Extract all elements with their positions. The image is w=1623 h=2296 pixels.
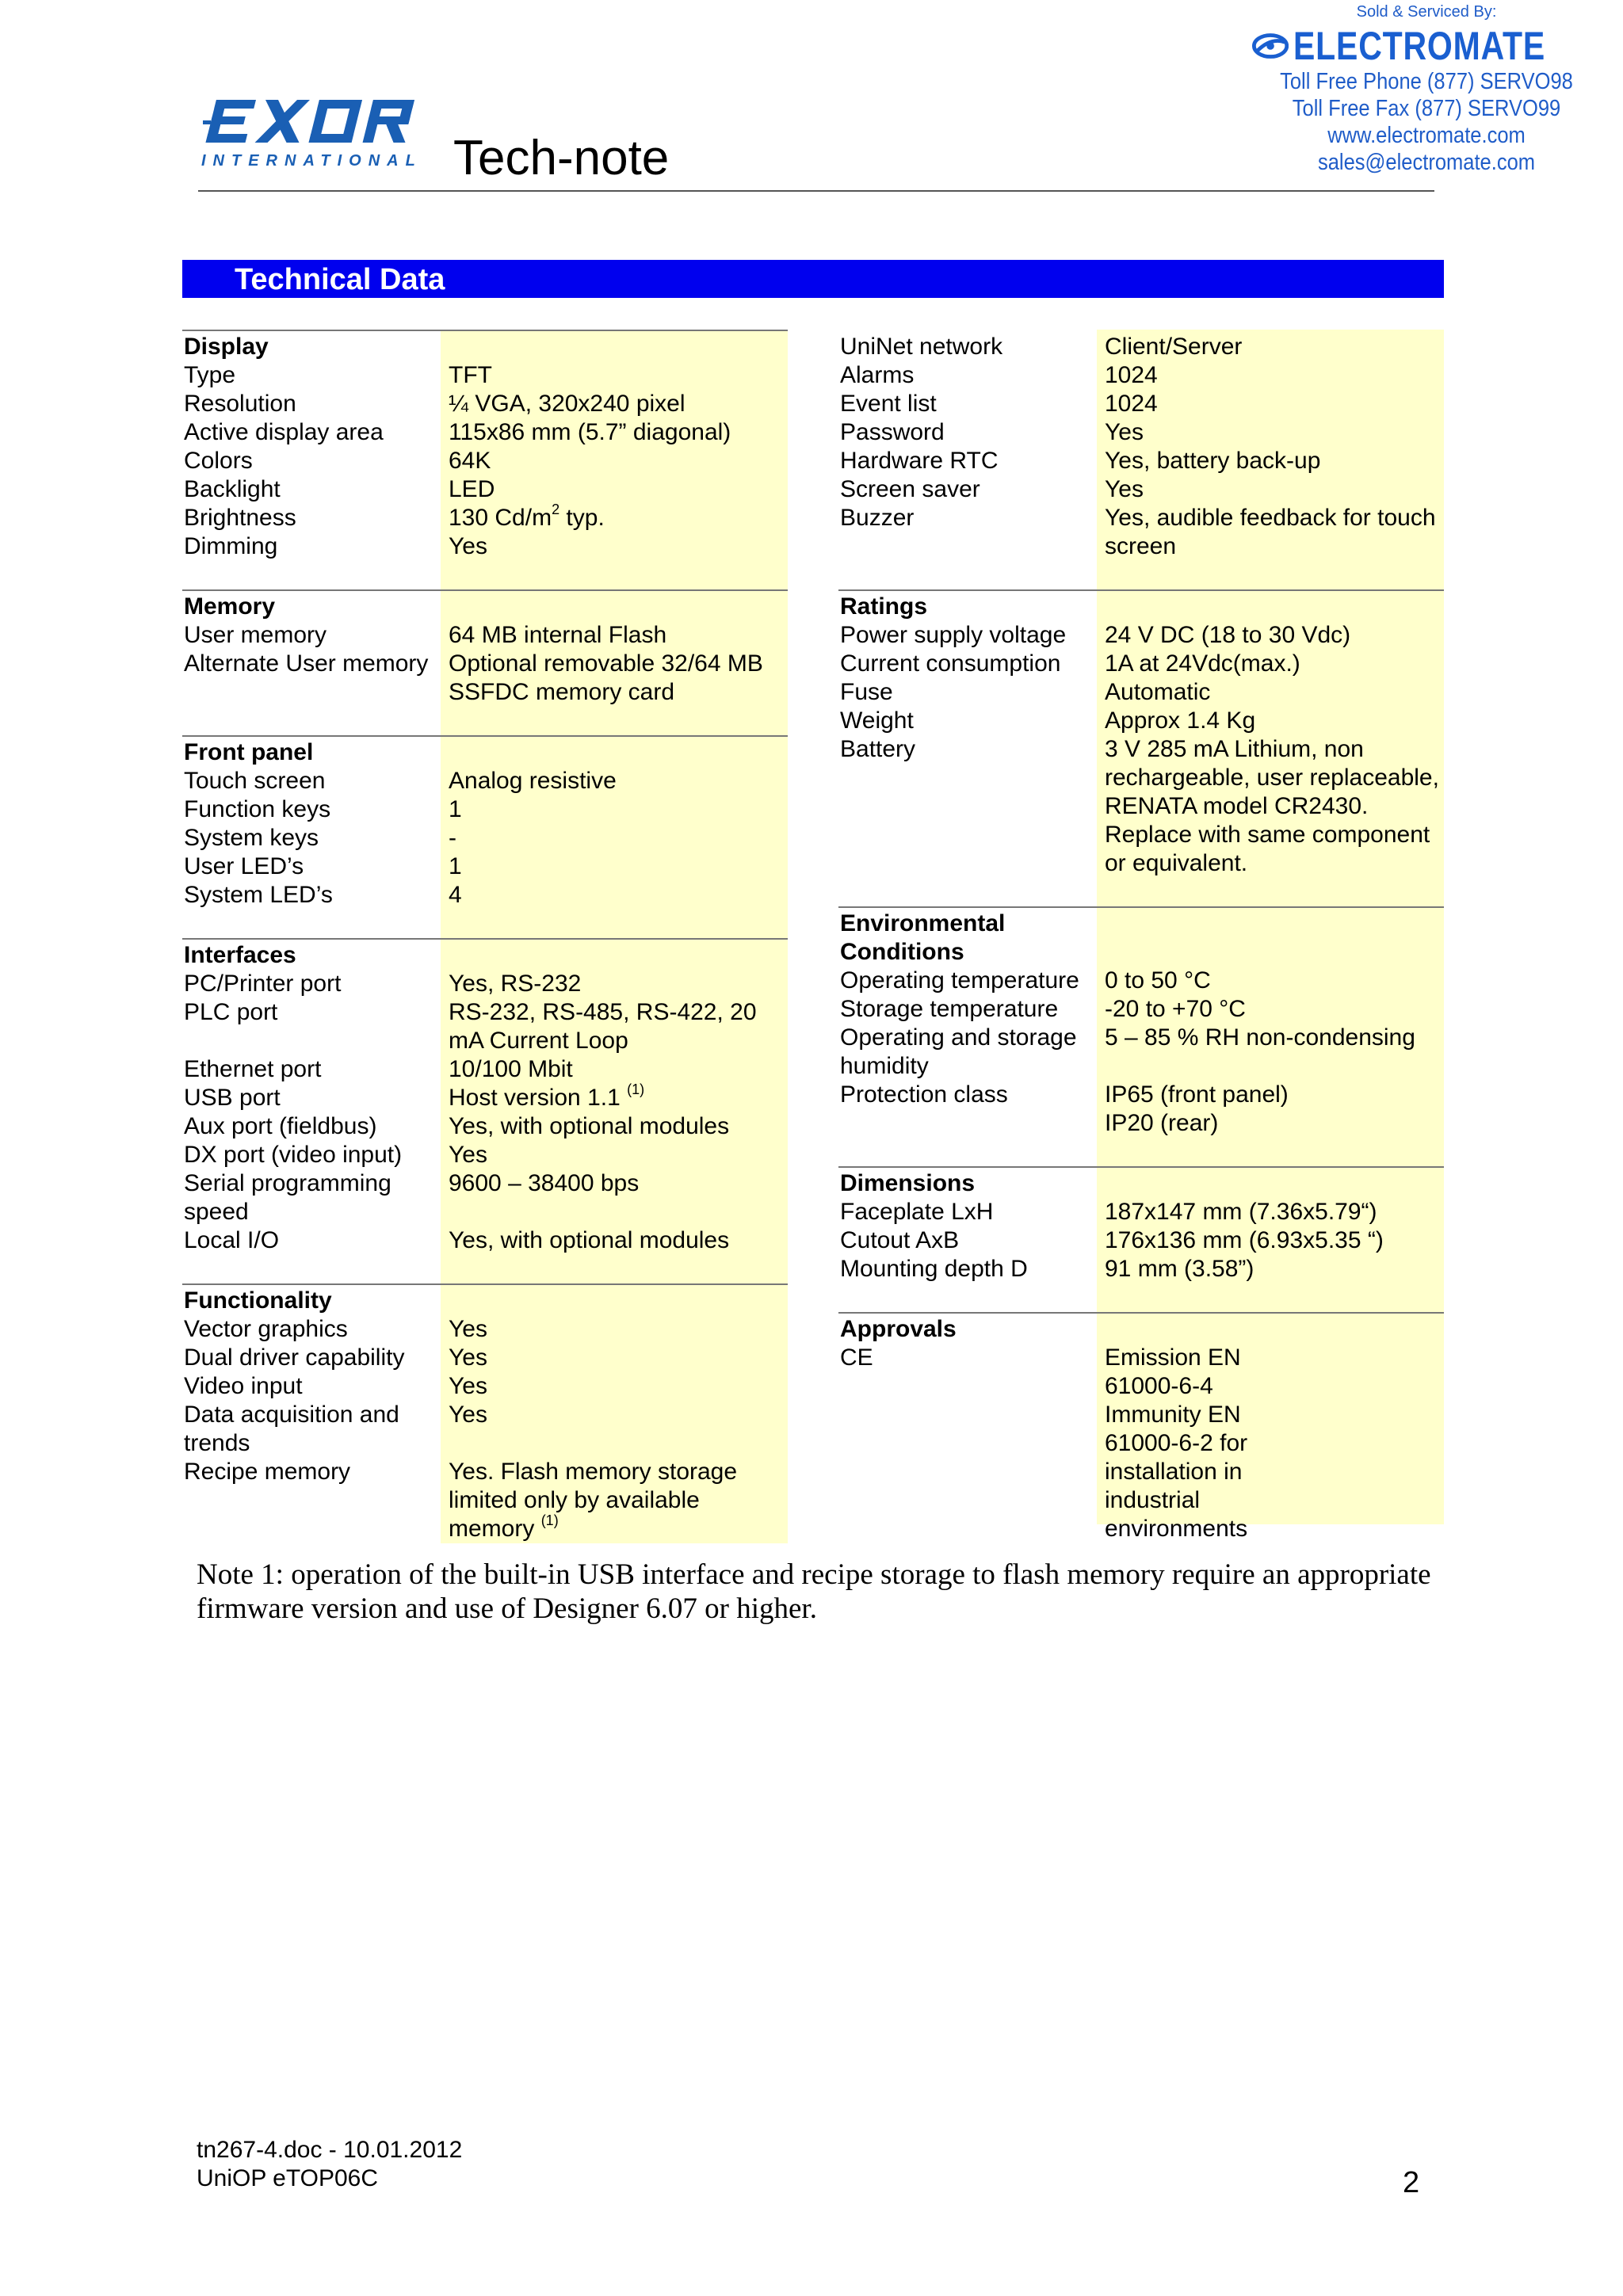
spec-key: Video input <box>184 1373 303 1399</box>
section-network <box>838 330 1444 589</box>
superscript: 2 <box>552 502 560 517</box>
spec-value: 1024 <box>1105 391 1158 417</box>
spec-row <box>838 1226 1444 1255</box>
spec-row <box>838 1024 1444 1081</box>
spec-key: Dimming <box>184 533 278 559</box>
spec-value-text: Yes. Flash memory storage limited only by available memory <box>449 1459 738 1542</box>
spec-row <box>182 1344 788 1372</box>
spec-row <box>182 532 788 561</box>
spec-key: Power supply voltage <box>840 622 1067 648</box>
spec-key: Mounting depth D <box>840 1256 1028 1282</box>
spec-key: Recipe memory <box>184 1459 351 1485</box>
spec-value: Yes, audible feedback for touch screen <box>1105 505 1436 559</box>
page-footer <box>197 2136 462 2193</box>
section-functionality <box>182 1283 788 1543</box>
spec-value: 4 <box>449 882 462 908</box>
dealer-brand <box>1252 24 1601 68</box>
spec-key: Operating temperature <box>840 967 1079 994</box>
footer-product: UniOP eTOP06C <box>197 2165 378 2191</box>
spec-value-text: 130 Cd/m <box>449 505 552 531</box>
spec-value: 5 – 85 % RH non-condensing <box>1105 1024 1415 1051</box>
spec-value: 24 V DC (18 to 30 Vdc) <box>1105 622 1351 648</box>
spec-key: Data acquisition and trends <box>184 1402 399 1456</box>
spec-value: 91 mm (3.58”) <box>1105 1256 1254 1282</box>
spec-row <box>182 504 788 532</box>
spec-value: Yes <box>1105 419 1144 445</box>
spec-key: CE <box>840 1344 873 1371</box>
spec-key: User memory <box>184 622 327 648</box>
spec-row <box>838 678 1444 707</box>
spec-row <box>182 998 788 1055</box>
spec-value: Client/Server <box>1105 334 1243 360</box>
section-front-panel <box>182 735 788 938</box>
spec-value: Yes <box>449 1142 487 1168</box>
spec-key: Active display area <box>184 419 384 445</box>
spec-key: Vector graphics <box>184 1316 348 1342</box>
spec-row <box>182 1458 788 1543</box>
spec-value: -20 to +70 °C <box>1105 996 1246 1022</box>
spec-value: 1024 <box>1105 362 1158 388</box>
spec-row <box>182 1141 788 1169</box>
spec-row <box>838 1255 1444 1283</box>
spec-row <box>182 390 788 418</box>
dealer-email[interactable]: sales@electromate.com <box>1317 150 1536 175</box>
spec-key: Local I/O <box>184 1227 280 1253</box>
section-memory <box>182 589 788 735</box>
spec-key: Battery <box>840 736 916 762</box>
spec-key: Buzzer <box>840 505 915 531</box>
spec-row <box>838 995 1444 1024</box>
spec-row <box>182 795 788 824</box>
spec-row <box>182 1081 788 1112</box>
section-title: Technical Data <box>235 263 445 296</box>
spec-key: Alternate User memory <box>184 650 429 677</box>
spec-row <box>182 767 788 795</box>
spec-value-text: Host version 1.1 <box>449 1085 628 1111</box>
spec-row <box>838 447 1444 475</box>
section-approvals <box>838 1312 1444 1543</box>
spec-row <box>838 475 1444 504</box>
spec-value-suffix: typ. <box>559 505 605 531</box>
spec-key: Aux port (fieldbus) <box>184 1113 377 1139</box>
spec-value: 3 V 285 mA Lithium, non rechargeable, user replaceable, RENATA model CR2430. Replace with same component or equivalent. <box>1105 736 1439 876</box>
spec-row <box>838 707 1444 735</box>
footer-doc-id: tn267-4.doc - 10.01.2012 <box>197 2137 463 2163</box>
spec-row <box>182 475 788 504</box>
spec-row <box>182 1315 788 1344</box>
section-interfaces <box>182 938 788 1283</box>
spec-value: LED <box>449 476 495 502</box>
spec-value: Emission EN 61000-6-4 Immunity EN 61000-6-2 for installation in industrial environments <box>1105 1344 1248 1542</box>
spec-value <box>449 1081 788 1112</box>
spec-value: ¼ VGA, 320x240 pixel <box>449 391 685 417</box>
spec-value: 187x147 mm (7.36x5.79“) <box>1105 1199 1377 1225</box>
spec-table-left <box>182 330 788 1543</box>
spec-key: Colors <box>184 448 253 474</box>
dealer-brand-name: ELECTROMATE <box>1293 24 1546 68</box>
spec-key: Faceplate LxH <box>840 1199 994 1225</box>
spec-key: Operating and storage humidity <box>840 1024 1077 1079</box>
spec-value: 64K <box>449 448 491 474</box>
spec-key: Dual driver capability <box>184 1344 405 1371</box>
section-display <box>182 330 788 589</box>
spec-row <box>838 967 1444 995</box>
spec-key: UniNet network <box>840 334 1003 360</box>
dealer-phone: Toll Free Phone (877) SERVO98 <box>1280 69 1573 94</box>
spec-row <box>838 1198 1444 1226</box>
spec-key: Password <box>840 419 945 445</box>
spec-value: 10/100 Mbit <box>449 1056 573 1082</box>
spec-value: Yes, with optional modules <box>449 1113 730 1139</box>
spec-key: Weight <box>840 707 914 734</box>
spec-row <box>838 361 1444 390</box>
spec-value: TFT <box>449 362 492 388</box>
spec-key: Fuse <box>840 679 893 705</box>
spec-value: RS-232, RS-485, RS-422, 20 mA Current Loop <box>449 999 757 1054</box>
spec-value: Yes <box>449 1373 487 1399</box>
spec-row <box>182 1055 788 1084</box>
spec-key: Event list <box>840 391 937 417</box>
dealer-fax: Toll Free Fax (877) SERVO99 <box>1292 96 1561 121</box>
spec-value: Yes <box>449 1316 487 1342</box>
spec-row <box>182 361 788 390</box>
spec-row <box>838 418 1444 447</box>
spec-value: Optional removable 32/64 MB SSFDC memory card <box>449 650 763 705</box>
spec-row <box>838 333 1444 361</box>
sold-by-label: Sold & Serviced By: <box>1356 3 1497 21</box>
spec-value: 1 <box>449 796 462 822</box>
spec-key: Type <box>184 362 236 388</box>
spec-row <box>182 1401 788 1458</box>
spec-row <box>182 447 788 475</box>
dealer-block <box>1252 2 1601 176</box>
section-heading: Memory <box>184 593 276 620</box>
section-environmental <box>838 906 1444 1166</box>
spec-row <box>182 418 788 447</box>
spec-value: 9600 – 38400 bps <box>449 1170 640 1196</box>
section-heading: Display <box>184 334 269 360</box>
page-number: 2 <box>1403 2166 1420 2199</box>
spec-row <box>182 970 788 998</box>
spec-value: 1 <box>449 853 462 879</box>
spec-value: Analog resistive <box>449 768 617 794</box>
spec-value: Yes <box>449 1344 487 1371</box>
spec-key: Touch screen <box>184 768 326 794</box>
spec-row <box>838 390 1444 418</box>
spec-key: System LED’s <box>184 882 333 908</box>
section-heading: Front panel <box>184 739 314 765</box>
spec-row <box>182 824 788 852</box>
spec-row <box>182 621 788 650</box>
spec-row <box>182 650 788 707</box>
dealer-website[interactable]: www.electromate.com <box>1327 123 1526 148</box>
spec-key: Alarms <box>840 362 915 388</box>
spec-row <box>838 1081 1444 1138</box>
spec-key: Screen saver <box>840 476 980 502</box>
spec-key: Function keys <box>184 796 331 822</box>
spec-value: 0 to 50 °C <box>1105 967 1211 994</box>
header-divider <box>198 190 1434 192</box>
spec-row <box>182 852 788 881</box>
section-heading: Approvals <box>840 1316 957 1342</box>
spec-value: Yes <box>449 533 487 559</box>
spec-key: User LED’s <box>184 853 304 879</box>
spec-value: 115x86 mm (5.7” diagonal) <box>449 419 731 445</box>
spec-row <box>182 881 788 910</box>
spec-table-right <box>838 330 1444 1543</box>
spec-key: Ethernet port <box>184 1056 322 1082</box>
spec-value <box>449 1458 788 1543</box>
section-heading: Functionality <box>184 1287 332 1314</box>
spec-value: - <box>449 825 456 851</box>
spec-row <box>182 1112 788 1141</box>
section-dimensions <box>838 1166 1444 1312</box>
spec-value <box>449 504 788 532</box>
section-title-bar <box>182 260 1444 298</box>
spec-value: Yes, RS-232 <box>449 971 582 997</box>
spec-row <box>838 1344 1444 1543</box>
footnote: Note 1: operation of the built-in USB interface and recipe storage to flash memory require an appropriate firmware version and use of Designer 6.07 or higher. <box>197 1558 1431 1625</box>
spec-value: Yes, with optional modules <box>449 1227 730 1253</box>
spec-key: Protection class <box>840 1081 1008 1108</box>
spec-key: Hardware RTC <box>840 448 999 474</box>
spec-key: System keys <box>184 825 319 851</box>
logo-subtitle: INTERNATIONAL <box>201 152 422 170</box>
doc-title: Tech-note <box>453 131 670 185</box>
footnote-ref: (1) <box>627 1081 645 1097</box>
spec-row <box>838 621 1444 650</box>
spec-value: IP65 (front panel) IP20 (rear) <box>1105 1081 1289 1136</box>
exor-logo <box>200 97 423 170</box>
section-ratings <box>838 589 1444 906</box>
spec-row <box>838 504 1444 561</box>
spec-value: 1A at 24Vdc(max.) <box>1105 650 1300 677</box>
spec-value: 176x136 mm (6.93x5.35 “) <box>1105 1227 1384 1253</box>
spec-value: Yes, battery back-up <box>1105 448 1321 474</box>
section-heading: Dimensions <box>840 1170 976 1196</box>
spec-key: Storage temperature <box>840 996 1059 1022</box>
spec-key: Resolution <box>184 391 296 417</box>
spec-row <box>838 650 1444 678</box>
spec-key: Current consumption <box>840 650 1061 677</box>
section-heading: Environmental Conditions <box>840 910 1006 965</box>
spec-value: 64 MB internal Flash <box>449 622 667 648</box>
footnote-ref: (1) <box>540 1512 559 1528</box>
section-heading: Interfaces <box>184 942 296 968</box>
spec-row <box>838 735 1444 878</box>
spec-key: PLC port <box>184 999 278 1025</box>
spec-key: Brightness <box>184 505 296 531</box>
spec-key: Cutout AxB <box>840 1227 960 1253</box>
spec-key: DX port (video input) <box>184 1142 403 1168</box>
spec-key: Backlight <box>184 476 281 502</box>
spec-key: USB port <box>184 1085 281 1111</box>
spec-row <box>182 1372 788 1401</box>
spec-row <box>182 1169 788 1226</box>
spec-row <box>182 1226 788 1255</box>
spec-key: PC/Printer port <box>184 971 342 997</box>
electromate-swoosh-icon <box>1252 29 1289 63</box>
spec-key: Serial programming speed <box>184 1170 391 1225</box>
spec-value: Automatic <box>1105 679 1211 705</box>
spec-value: Yes <box>449 1402 487 1428</box>
section-heading: Ratings <box>840 593 928 620</box>
spec-value: Approx 1.4 Kg <box>1105 707 1256 734</box>
spec-value: Yes <box>1105 476 1144 502</box>
